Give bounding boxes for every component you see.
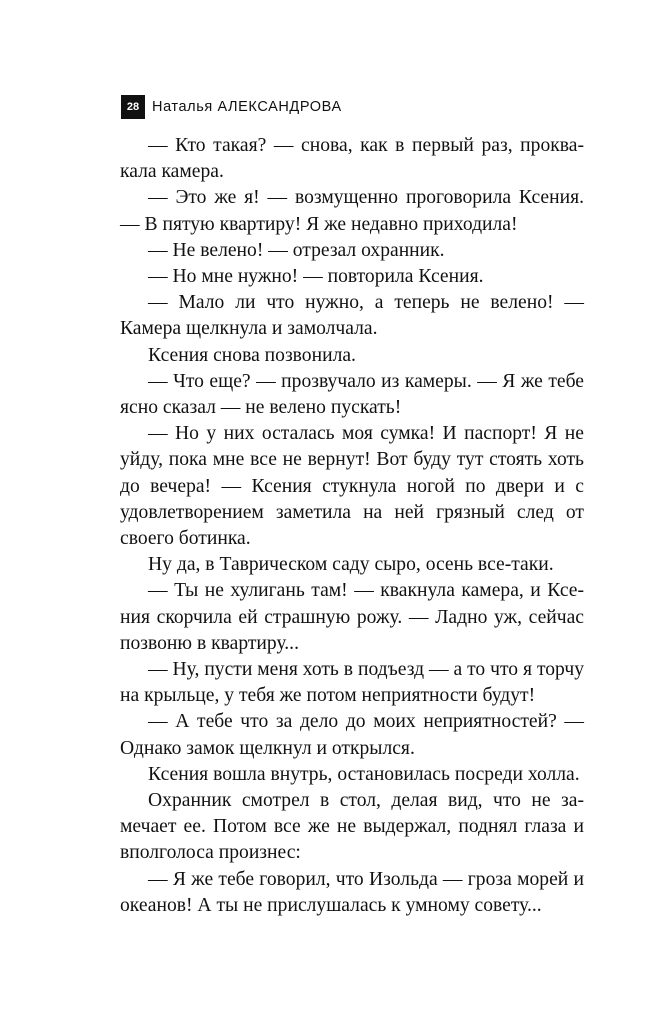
paragraph: — Но мне нужно! — повторила Ксения.	[148, 266, 484, 288]
body-text	[120, 133, 584, 919]
paragraph: Охранник смотрел в стол, делая вид, что не замечает ее. Потом все же не выдержал, поднял глаза и вполголоса произнес:	[120, 790, 584, 864]
paragraph: Ксения вошла внутрь, остановилась посреди холла.	[148, 763, 580, 785]
paragraph: — Не велено! — отрезал охранник.	[148, 239, 445, 261]
paragraph: — Мало ли что нужно, а теперь не велено! — Камера щелкнула и замолчала.	[120, 292, 584, 340]
paragraph: — Но у них осталась моя сумка! И паспорт! Я не уйду, пока мне все не вернут! Вот буду тут стоять хоть до вечера! — Ксения стукнула ногой по двери и с удовлетворением заметила на ней грязный след от своего ботинка.	[120, 423, 584, 550]
page-number: 28	[121, 95, 145, 119]
running-header	[121, 94, 342, 119]
paragraph: — Ты не хулигань там! — квакнула камера, и Ксения скорчила ей страшную рожу. — Ладно уж, сейчас позвоню в квартиру...	[120, 580, 584, 654]
running-head-author: Наталья АЛЕКСАНДРОВА	[152, 98, 342, 115]
paragraph: — А тебе что за дело до моих неприятностей? — Однако замок щелкнул и открылся.	[120, 711, 584, 759]
paragraph: Ксения снова позвонила.	[148, 344, 356, 366]
paragraph: — Что еще? — прозвучало из камеры. — Я же тебе ясно сказал — не велено пускать!	[120, 370, 584, 419]
paragraph: — Это же я! — возмущенно проговорила Ксения. — В пятую квартиру! Я же недавно приходила!	[120, 187, 584, 235]
paragraph: — Ну, пусти меня хоть в подъезд — а то что я торчу на крыльце, у тебя же потом неприятности будут!	[120, 659, 584, 707]
paragraph: — Кто такая? — снова, как в первый раз, проквакала камера.	[120, 135, 584, 183]
paragraph: — Я же тебе говорил, что Изольда — гроза морей и океанов! А ты не прислушалась к умному совету...	[120, 868, 584, 916]
paragraph: Ну да, в Таврическом саду сыро, осень все-таки.	[148, 554, 554, 576]
